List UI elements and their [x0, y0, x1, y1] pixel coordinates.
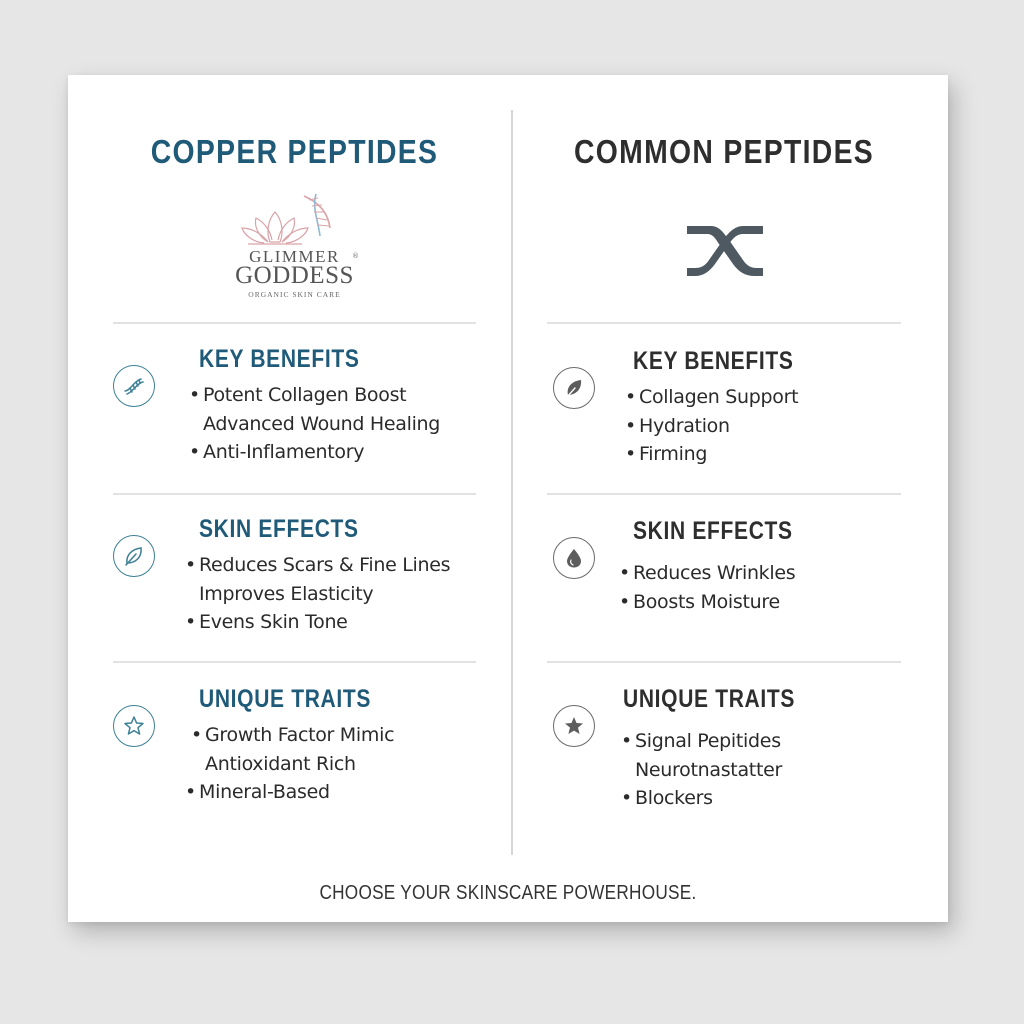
section-divider — [547, 493, 901, 495]
traits-list — [621, 727, 782, 813]
list-item: • Firming — [625, 443, 708, 465]
benefits-list — [189, 381, 440, 467]
section-divider — [113, 493, 476, 495]
section-title: SKIN EFFECTS — [633, 517, 793, 545]
list-item: Advanced Wound Healing — [203, 412, 441, 435]
section-title: UNIQUE TRAITS — [199, 685, 372, 713]
effects-list — [619, 559, 795, 616]
lotus-dna-icon — [208, 190, 348, 250]
star-outline-icon — [113, 705, 155, 747]
list-item: • Reduces Wrinkles — [619, 562, 796, 584]
section-title: KEY BENEFITS — [199, 345, 360, 373]
list-item: • Anti-Inflamentory — [189, 441, 365, 463]
footer-tagline: CHOOSE YOUR SKINSCARE POWERHOUSE. — [319, 882, 697, 904]
glimmer-goddess-logo — [113, 190, 476, 300]
common-peptides-column — [547, 75, 901, 922]
traits-list — [185, 721, 395, 807]
section-title: KEY BENEFITS — [633, 347, 794, 375]
column-title: COMMON PEPTIDES — [573, 133, 875, 170]
brand-name-line2: GODDESS — [235, 262, 354, 289]
section-title: UNIQUE TRAITS — [623, 685, 796, 713]
dna-icon — [113, 365, 155, 407]
list-item: • Hydration — [625, 414, 730, 437]
list-item: • Potent Collagen Boost — [189, 384, 407, 406]
comparison-card — [68, 75, 948, 922]
star-filled-icon — [553, 705, 595, 747]
section-divider — [547, 322, 901, 324]
list-item: • Signal Pepitides — [621, 730, 781, 752]
section-divider — [547, 661, 901, 663]
brand-name-line1: GLIMMER — [249, 247, 340, 266]
section-divider — [113, 322, 476, 324]
crossing-lines-icon — [685, 220, 765, 280]
registered-mark: ® — [352, 252, 359, 260]
list-item: • Blockers — [621, 787, 713, 809]
section-divider — [113, 661, 476, 663]
benefits-list — [625, 383, 798, 469]
list-item: Antioxidant Rich — [205, 752, 356, 775]
leaf-outline-icon — [113, 535, 155, 577]
list-item: • Collagen Support — [625, 386, 799, 408]
section-title: SKIN EFFECTS — [199, 515, 359, 543]
brand-tagline: ORGANIC SKIN CARE — [248, 290, 341, 299]
column-divider — [511, 110, 513, 855]
column-title: COPPER PEPTIDES — [150, 133, 439, 170]
list-item: Neurotnastatter — [635, 758, 782, 781]
effects-list — [185, 551, 450, 637]
list-item: • Evens Skin Tone — [185, 611, 348, 633]
list-item: • Reduces Scars & Fine Lines — [185, 554, 451, 576]
copper-peptides-column — [113, 75, 476, 922]
water-drop-icon — [553, 537, 595, 579]
list-item: • Growth Factor Mimic — [191, 724, 395, 746]
list-item: • Boosts Moisture — [619, 590, 780, 613]
list-item: Improves Elasticity — [199, 582, 374, 605]
leaf-filled-icon — [553, 367, 595, 409]
list-item: • Mineral-Based — [185, 781, 330, 803]
